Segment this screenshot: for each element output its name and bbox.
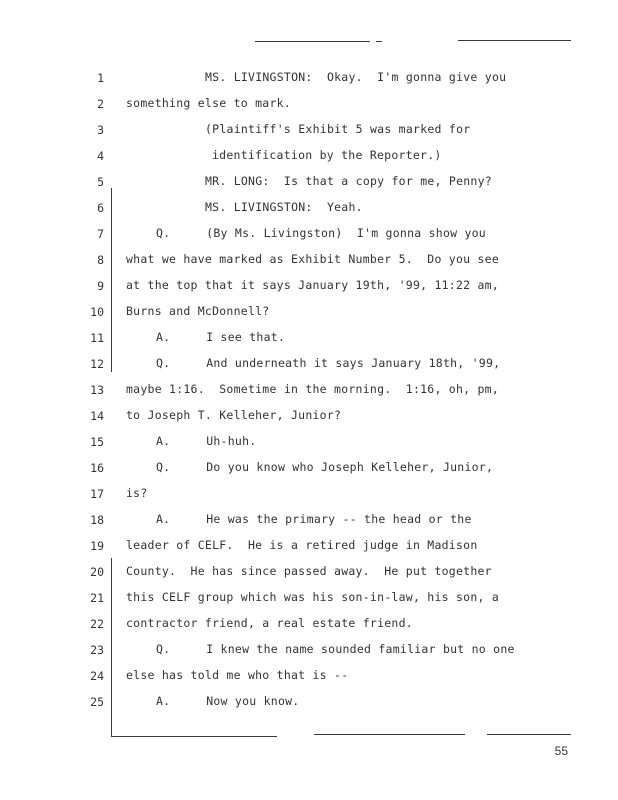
line-text: County. He has since passed away. He put together [126,564,492,578]
transcript-line [0,326,618,352]
transcript-line [0,274,618,300]
line-number: 23 [90,643,104,657]
bottom-rule-left [111,736,277,737]
line-number: 25 [90,695,104,709]
line-text: Burns and McDonnell? [126,304,270,318]
transcript-line [0,456,618,482]
line-text: A. He was the primary -- the head or the [156,512,472,526]
line-text: maybe 1:16. Sometime in the morning. 1:16, oh, pm, [126,382,500,396]
transcript-line [0,352,618,378]
line-text: Q. (By Ms. Livingston) I'm gonna show you [156,226,486,240]
line-text: A. Now you know. [156,694,300,708]
bottom-rule-right [487,734,571,735]
line-text: something else to mark. [126,96,291,110]
transcript-line [0,378,618,404]
line-text: is? [126,486,148,500]
line-text: Q. Do you know who Joseph Kelleher, Junior, [156,460,494,474]
line-text: MS. LIVINGSTON: Yeah. [205,200,363,214]
top-rule-right [458,40,571,41]
line-text: contractor friend, a real estate friend. [126,616,413,630]
line-number: 5 [97,175,104,189]
transcript-line [0,430,618,456]
line-number: 3 [97,123,104,137]
line-text: at the top that it says January 19th, '99, 11:22 am, [126,278,500,292]
transcript-line [0,638,618,664]
transcript-line [0,248,618,274]
line-number: 10 [90,305,104,319]
line-text: A. Uh-huh. [156,434,257,448]
transcript-line [0,664,618,690]
transcript-line [0,586,618,612]
line-number: 21 [90,591,104,605]
line-text: this CELF group which was his son-in-law, his son, a [126,590,500,604]
line-text: Q. And underneath it says January 18th, '99, [156,356,501,370]
transcript-line [0,300,618,326]
transcript-line [0,118,618,144]
line-number: 9 [97,279,104,293]
line-number: 15 [90,435,104,449]
transcript-line [0,534,618,560]
line-number: 13 [90,383,104,397]
line-number: 12 [90,357,104,371]
transcript-line [0,482,618,508]
line-text: Q. I knew the name sounded familiar but no one [156,642,515,656]
line-number: 11 [90,331,104,345]
line-text: identification by the Reporter.) [212,148,442,162]
line-text: MR. LONG: Is that a copy for me, Penny? [205,174,492,188]
line-text: else has told me who that is -- [126,668,349,682]
line-number: 1 [97,71,104,85]
transcript-line [0,144,618,170]
transcript-line [0,612,618,638]
line-number: 17 [90,487,104,501]
line-number: 16 [90,461,104,475]
line-text: leader of CELF. He is a retired judge in Madison [126,538,478,552]
top-rule-left [255,41,370,42]
line-number: 24 [90,669,104,683]
line-text: MS. LIVINGSTON: Okay. I'm gonna give you [205,70,507,84]
line-number: 19 [90,539,104,553]
line-number: 6 [97,201,104,215]
transcript-line [0,222,618,248]
line-number: 18 [90,513,104,527]
line-number: 2 [97,97,104,111]
line-number: 8 [97,253,104,267]
line-text: (Plaintiff's Exhibit 5 was marked for [205,122,471,136]
page-number: 55 [554,744,568,758]
bottom-rule-middle [314,734,465,735]
transcript-line [0,196,618,222]
transcript-line [0,170,618,196]
line-number: 7 [97,227,104,241]
transcript-line [0,404,618,430]
line-text: what we have marked as Exhibit Number 5. Do you see [126,252,500,266]
transcript-line [0,690,618,716]
transcript-line [0,560,618,586]
line-number: 20 [90,565,104,579]
transcript-line [0,92,618,118]
line-text: to Joseph T. Kelleher, Junior? [126,408,342,422]
line-number: 14 [90,409,104,423]
line-number: 22 [90,617,104,631]
transcript-line [0,66,618,92]
line-number: 4 [97,149,104,163]
top-rule-dash [376,41,382,42]
transcript-line [0,508,618,534]
line-text: A. I see that. [156,330,286,344]
